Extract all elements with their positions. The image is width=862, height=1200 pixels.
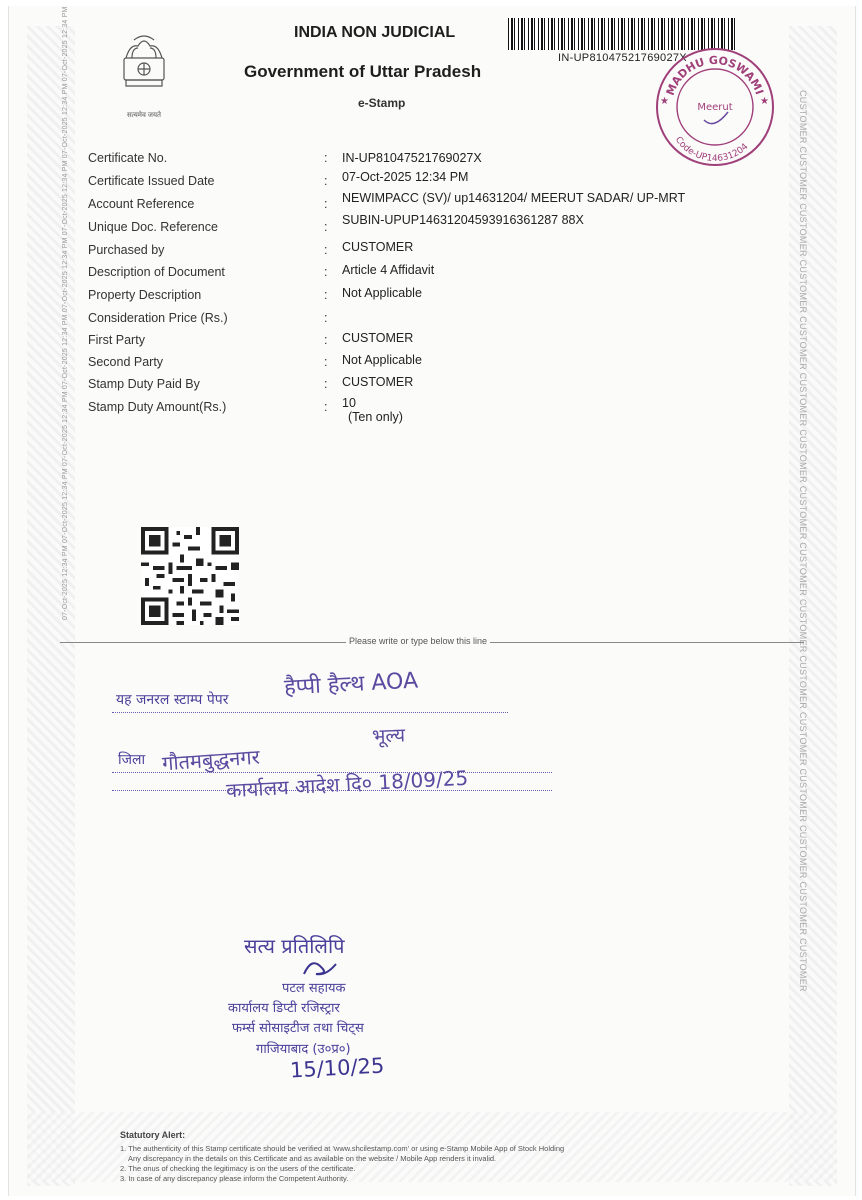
- detail-label: Certificate No.: [88, 151, 168, 165]
- stamp-line2-print: जिला: [118, 752, 146, 768]
- certified-line2: पटल सहायक: [282, 981, 346, 996]
- detail-label: Account Reference: [88, 197, 195, 211]
- detail-value: SUBIN-UPUP14631204593916361287 88X: [342, 213, 584, 227]
- header-title: INDIA NON JUDICIAL: [294, 24, 456, 41]
- detail-value: CUSTOMER: [342, 240, 414, 254]
- barcode-number: IN-UP81047521769027X: [558, 52, 687, 64]
- estamp-subtitle: e-Stamp: [358, 96, 406, 110]
- detail-value: 07-Oct-2025 12:34 PM: [342, 170, 469, 184]
- detail-label: Consideration Price (Rs.): [88, 311, 228, 325]
- detail-value: CUSTOMER: [342, 331, 414, 345]
- handwritten-order-date: कार्यालय आदेश दि० 18/09/25: [225, 765, 469, 803]
- seal-city: Meerut: [697, 102, 733, 113]
- seal-signature: [704, 112, 728, 124]
- handwritten-party: हैप्पी हैल्थ AOA: [283, 668, 419, 701]
- detail-label: Description of Document: [88, 265, 225, 279]
- stamp-line1-print: यह जनरल स्टाम्प पेपर: [116, 692, 229, 708]
- signature-mark: [300, 956, 340, 980]
- statutory-alert-item: 2. The onus of checking the legitimacy is on the users of the certificate.: [120, 1164, 356, 1173]
- detail-value: 10: [342, 396, 356, 410]
- dotted-line: [112, 712, 508, 713]
- handwritten-district: गौतमबुद्धनगर: [161, 744, 261, 776]
- statutory-alert-item: Any discrepancy in the details on this Certificate and as available on the website / Mobile App renders it invalid.: [128, 1154, 497, 1163]
- write-below-instruction: Please write or type below this line: [346, 636, 490, 646]
- detail-label: Second Party: [88, 355, 164, 369]
- qr-code: [140, 527, 240, 625]
- national-emblem: [112, 28, 176, 120]
- seal-name: MADHU GOSWAMI: [663, 53, 766, 98]
- detail-value: IN-UP81047521769027X: [342, 151, 482, 165]
- left-microtext: 07-Oct-2025 12:34 PM 07-Oct-2025 12:34 PM 07-Oct-2025 12:34 PM 07-Oct-2025 12:34 PM 07-Oct-2025 12:34 PM 07-Oct-2025 12:34 PM 07-Oct-2025 12:34 PM 07-Oct-2025 12:34 PM: [62, 6, 69, 620]
- statutory-alert-item: 3. In case of any discrepancy please inform the Competent Authority.: [120, 1174, 349, 1183]
- detail-value: Not Applicable: [342, 353, 422, 367]
- right-microtext: CUSTOMER CUSTOMER CUSTOMER CUSTOMER CUSTOMER CUSTOMER CUSTOMER CUSTOMER CUSTOMER CUSTOMER CUSTOMER CUSTOMER CUSTOMER CUSTOMER CUSTOMER CUSTOMER: [798, 90, 808, 992]
- handwritten-value: भूल्य: [371, 724, 406, 748]
- right-guilloche-border: [789, 26, 837, 1186]
- emblem-caption: सत्यमेव जयते: [126, 112, 162, 119]
- certified-line4: फर्म्स सोसाइटीज तथा चिट्स: [232, 1021, 364, 1036]
- certified-copy-title: सत्य प्रतिलिपि: [244, 934, 345, 958]
- detail-value: Article 4 Affidavit: [342, 263, 435, 277]
- detail-value: CUSTOMER: [342, 375, 414, 389]
- detail-label: Stamp Duty Paid By: [88, 377, 200, 391]
- detail-label: Stamp Duty Amount(Rs.): [88, 400, 227, 414]
- ashoka-emblem-icon: [112, 28, 176, 104]
- dotted-line: [112, 790, 552, 791]
- seal-code: Code-UP14631204: [672, 135, 751, 165]
- certified-line3: कार्यालय डिप्टी रजिस्ट्रार: [228, 1001, 340, 1016]
- detail-label: Property Description: [88, 288, 202, 302]
- detail-label: Certificate Issued Date: [88, 174, 215, 188]
- detail-value: Not Applicable: [342, 286, 422, 300]
- statutory-alert-item: 1. The authenticity of this Stamp certificate should be verified at 'www.shcilestamp.com' or using e-Stamp Mobile App of Stock Holding: [120, 1144, 565, 1153]
- certified-line5: गाजियाबाद (उ०प्र०): [256, 1042, 351, 1057]
- statutory-alert-title: Statutory Alert:: [120, 1130, 186, 1140]
- government-title: Government of Uttar Pradesh: [244, 62, 482, 81]
- handwritten-certified-date: 15/10/25: [289, 1053, 385, 1083]
- seal-star-icon: ★: [660, 96, 669, 107]
- detail-label: First Party: [88, 333, 145, 347]
- seal-star-icon: ★: [760, 96, 769, 107]
- detail-value: NEWIMPACC (SV)/ up14631204/ MEERUT SADAR/ UP-MRT: [342, 191, 686, 205]
- detail-label: Unique Doc. Reference: [88, 220, 218, 234]
- detail-value-words: (Ten only): [348, 410, 403, 424]
- detail-label: Purchased by: [88, 243, 165, 257]
